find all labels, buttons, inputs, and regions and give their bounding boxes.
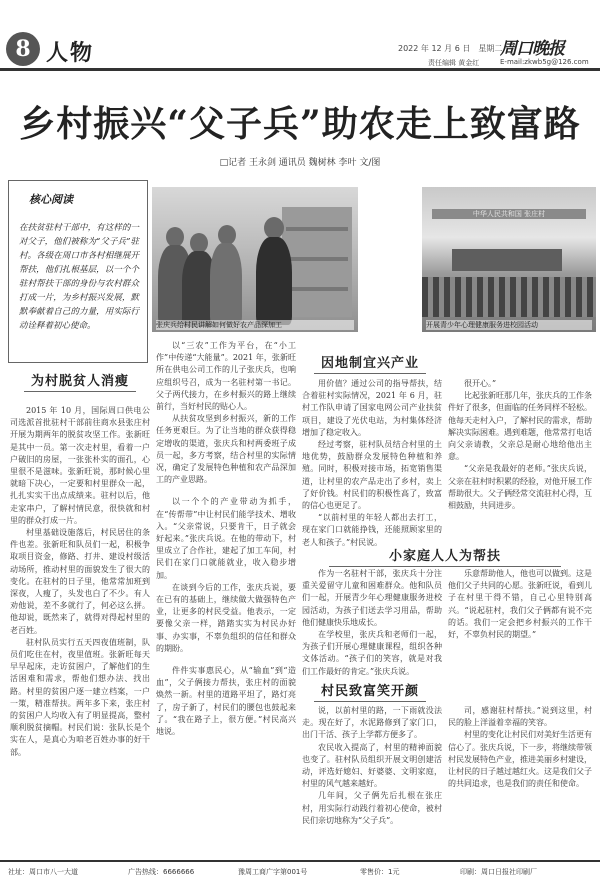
paragraph: 2015 年 10 月，国际周口供电公司选派首批驻村干部前往商水县张庄村开展为期两年的脱贫攻坚工作。张新旺是其中一员。第一次走村里，看着一户户破旧的房屋，一张张朴实的面孔，心里很不是滋味。张新旺说，那时候心里就暗下决心，一定要和村里群众一起，扎扎实实干出点成绩来。驻村以后，他走家串户，了解村情民意，很快就和村里的群众打成一片。 [10,406,150,525]
footer-address: 社址：周口市八一大道 [8,868,78,876]
paragraph: 作为一名驻村干部，张庆兵十分注重关爱留守儿童和困难群众。他和队员们一起，开展青少年心理健康服务进校园活动，为孩子们送去学习用品，帮助他们健康快乐地成长。 [302,569,442,627]
photo-training [152,187,358,332]
header-rule [0,68,600,71]
paragraph: “以前村里的年轻人都出去打工，现在家门口就能挣钱，还能照顾家里的老人和孩子。”村民说。 [302,513,442,547]
core-reading-box [8,180,148,363]
column-3b [302,568,442,676]
article-headline: 乡村振兴“父子兵”助农走上致富路 [19,103,581,145]
paragraph: 农民收入提高了，村里的精神面貌也变了。驻村队员组织开展文明创建活动，评选好媳妇、好婆婆、文明家庭，村里的风气越来越好。 [302,742,442,789]
paragraph: 几年间，父子俩先后扎根在张庄村，用实际行动践行着初心使命，被村民们亲切地称为“父子兵”。 [302,791,442,825]
column-4c [448,705,592,855]
column-3a [302,378,442,547]
footer-printer: 印刷：周口日报社印刷厂 [460,868,537,876]
page-number-badge: 8 [6,32,40,66]
paragraph: 在学校里，张庆兵和老师们一起，为孩子们开展心理健康课程，组织各种文体活动。“孩子们的笑容，就是对我们工作最好的肯定。”张庆兵说。 [302,630,442,676]
paragraph: 很开心。” [464,379,497,388]
page-footer [0,860,600,880]
core-reading-body: 在扶贫驻村干部中，有这样的一对父子，他们被称为“父子兵”驻村。各级在周口市各村相继展开帮扶，他们扎根基层，以一个个驻村帮扶干部的身份与农村群众打成一片，为乡村振兴发展，默默奉献着自己的力量，用实际行动诠释着初心使命。 [19,223,139,331]
paragraph: 件件实事惠民心，从“输血”到“造血”，父子俩接力帮扶，张庄村的面貌焕然一新。村里的道路平坦了，路灯亮了，房子新了，村民们的腰包也鼓起来了。“我在路子上，很方便。”村民高兴地说。 [156,666,296,737]
footer-price: 零售价：1元 [360,868,400,876]
paragraph: 经过考察，驻村队员结合村里的土地优势，鼓励群众发展特色种植和养殖。同时，积极对接市场，拓宽销售渠道，让村里的农产品走出了乡村，卖上了好价钱。村民们的积极性高了，致富的信心也更足了。 [302,440,442,511]
paragraph: “父亲是我最好的老师。”张庆兵说，父亲在驻村时积累的经验，对他开展工作帮助很大。父子俩经常交流驻村心得，互相鼓励，共同进步。 [448,464,592,511]
footer-phone: 广告热线：6666666 [128,868,195,876]
paragraph: 以“三农”工作为平台，在“小工作”中传递“大能量”。2021 年，张新旺所在供电公司工作的儿子张庆兵，也响应组织号召，成为一名驻村第一书记。父子两代接力，在乡村振兴的路上继续前行，当好村民的贴心人。 [156,341,296,412]
core-reading-heading: 核心阅读 [29,193,73,206]
column-1 [10,405,150,855]
paragraph: 用价值？通过公司的指导帮扶，结合着驻村实际情况，2021 年 6 月，驻村工作队申请了国家电网公司产业扶贫项目，建设了光伏电站，为村集体经济增加了稳定收入。 [302,379,442,437]
issue-date: 2022 年 12 月 6 日 星期二 [398,44,503,53]
paragraph: 比起张新旺那几年，张庆兵的工作条件好了很多，但面临的任务同样不轻松。他每天走村入户，了解村民的需求，帮助解决实际困难。遇到难题，他常常打电话向父亲请教，父亲总是耐心地给他出主意。 [448,391,592,462]
paragraph: 村里的变化让村民们对美好生活更有信心了。张庆兵说，下一步，将继续带领村民发展特色产业，推进美丽乡村建设，让村民的日子越过越红火。这是我们父子的共同追求，也是我们的责任和使命。 [448,730,592,789]
subheading-family: 小家庭人人为帮扶 [300,545,590,567]
column-4b [448,568,592,668]
article-byline: □记者 王永剑 通讯员 魏树林 李叶 文/图 [219,158,381,168]
contact-email: E-mail:zkwb5g@126.com [500,58,589,66]
paragraph: 村里基础设施落后，村民居住的条件也差。张新旺和队员们一起，积极争取项目资金，修路、打井、建设村级活动场所，推动村里的面貌发生了很大的变化。在驻村的日子里，他常常加班到深夜，人瘦了，头发也白了不少。有人劝他说，差不多就行了，何必这么拼。他却说，既然来了，就得对得起村里的老百姓。 [10,528,150,635]
paragraph: 说，以前村里的路，一下雨就没法走。现在好了，水泥路修到了家门口，出门干活、孩子上学都方便多了。 [302,706,442,740]
photo-school-caption: 开展青少年心理健康服务进校园活动 [426,320,592,330]
footer-license: 豫周工商广字第001号 [238,868,308,876]
subheading-industry: 因地制宜兴产业 [300,352,440,374]
paragraph: 驻村队员实行五天四夜值班制，队员们吃住在村，夜里值班。张新旺每天早早起床，走访贫困户，了解他们的生活困难和需求，帮他们想办法、找出路。村里的贫困户逐一建立档案，一户一策，精准帮扶。两年多下来，张庄村的贫困户人均收入有了明显提高，整村顺利脱贫摘帽。村民们说：张队长是个实在人，是真心为咱老百姓办事的好干部。 [10,637,150,757]
subheading-poverty: 为村脱贫人消瘦 [10,370,150,392]
subheading-prosperity: 村民致富笑开颜 [300,680,440,702]
editor-credit: 责任编辑 黄金红 [428,59,480,67]
newspaper-logo: 周口晚报 [500,39,564,59]
column-3c [302,705,442,855]
photo-training-caption: 张庆兵给村民讲解如何做好农产品深加工 [156,320,354,330]
column-4a [448,378,592,538]
section-title: 人物 [46,40,95,66]
paragraph: 从扶贫攻坚到乡村振兴，新的工作任务更艰巨。为了让当地的群众获得稳定增收的渠道，张庆兵和村两委班子成员一起，多方考察，结合村里的实际情况，确定了发展特色种植和农产品深加工的产业思路。 [156,414,296,485]
column-2 [156,340,296,855]
paragraph: 在谈到今后的工作，张庆兵说，要在已有的基础上，继续做大做强特色产业，让更多的村民受益。他表示，一定要像父亲一样，踏踏实实为村民办好事、办实事，不辜负组织的信任和群众的期盼。 [156,582,296,653]
paragraph: 乐意帮助他人，他也可以做到。这是他们父子共同的心愿。张新旺说，看到儿子在村里干得不错，自己心里特别高兴。“说起驻村，我们父子俩都有说不完的话。我们一定会把乡村振兴的工作干好，不辜负村民的期望。” [448,569,592,640]
paragraph: 以一个个的产业带动为抓手，在“传帮带”中让村民们能学技术、增收入。“父亲常说，只要肯干，日子就会好起来。”张庆兵说。在他的带动下，村里成立了合作社，建起了加工车间，村民们在家门口就能就业，收入稳步增加。 [156,497,296,580]
paragraph: 司，感谢驻村帮扶。”说到这里，村民的脸上洋溢着幸福的笑容。 [448,706,592,728]
page-header [0,0,600,72]
photo-school-activity [422,187,596,332]
school-banner: 中华人民共和国 张庄村 [432,209,586,219]
